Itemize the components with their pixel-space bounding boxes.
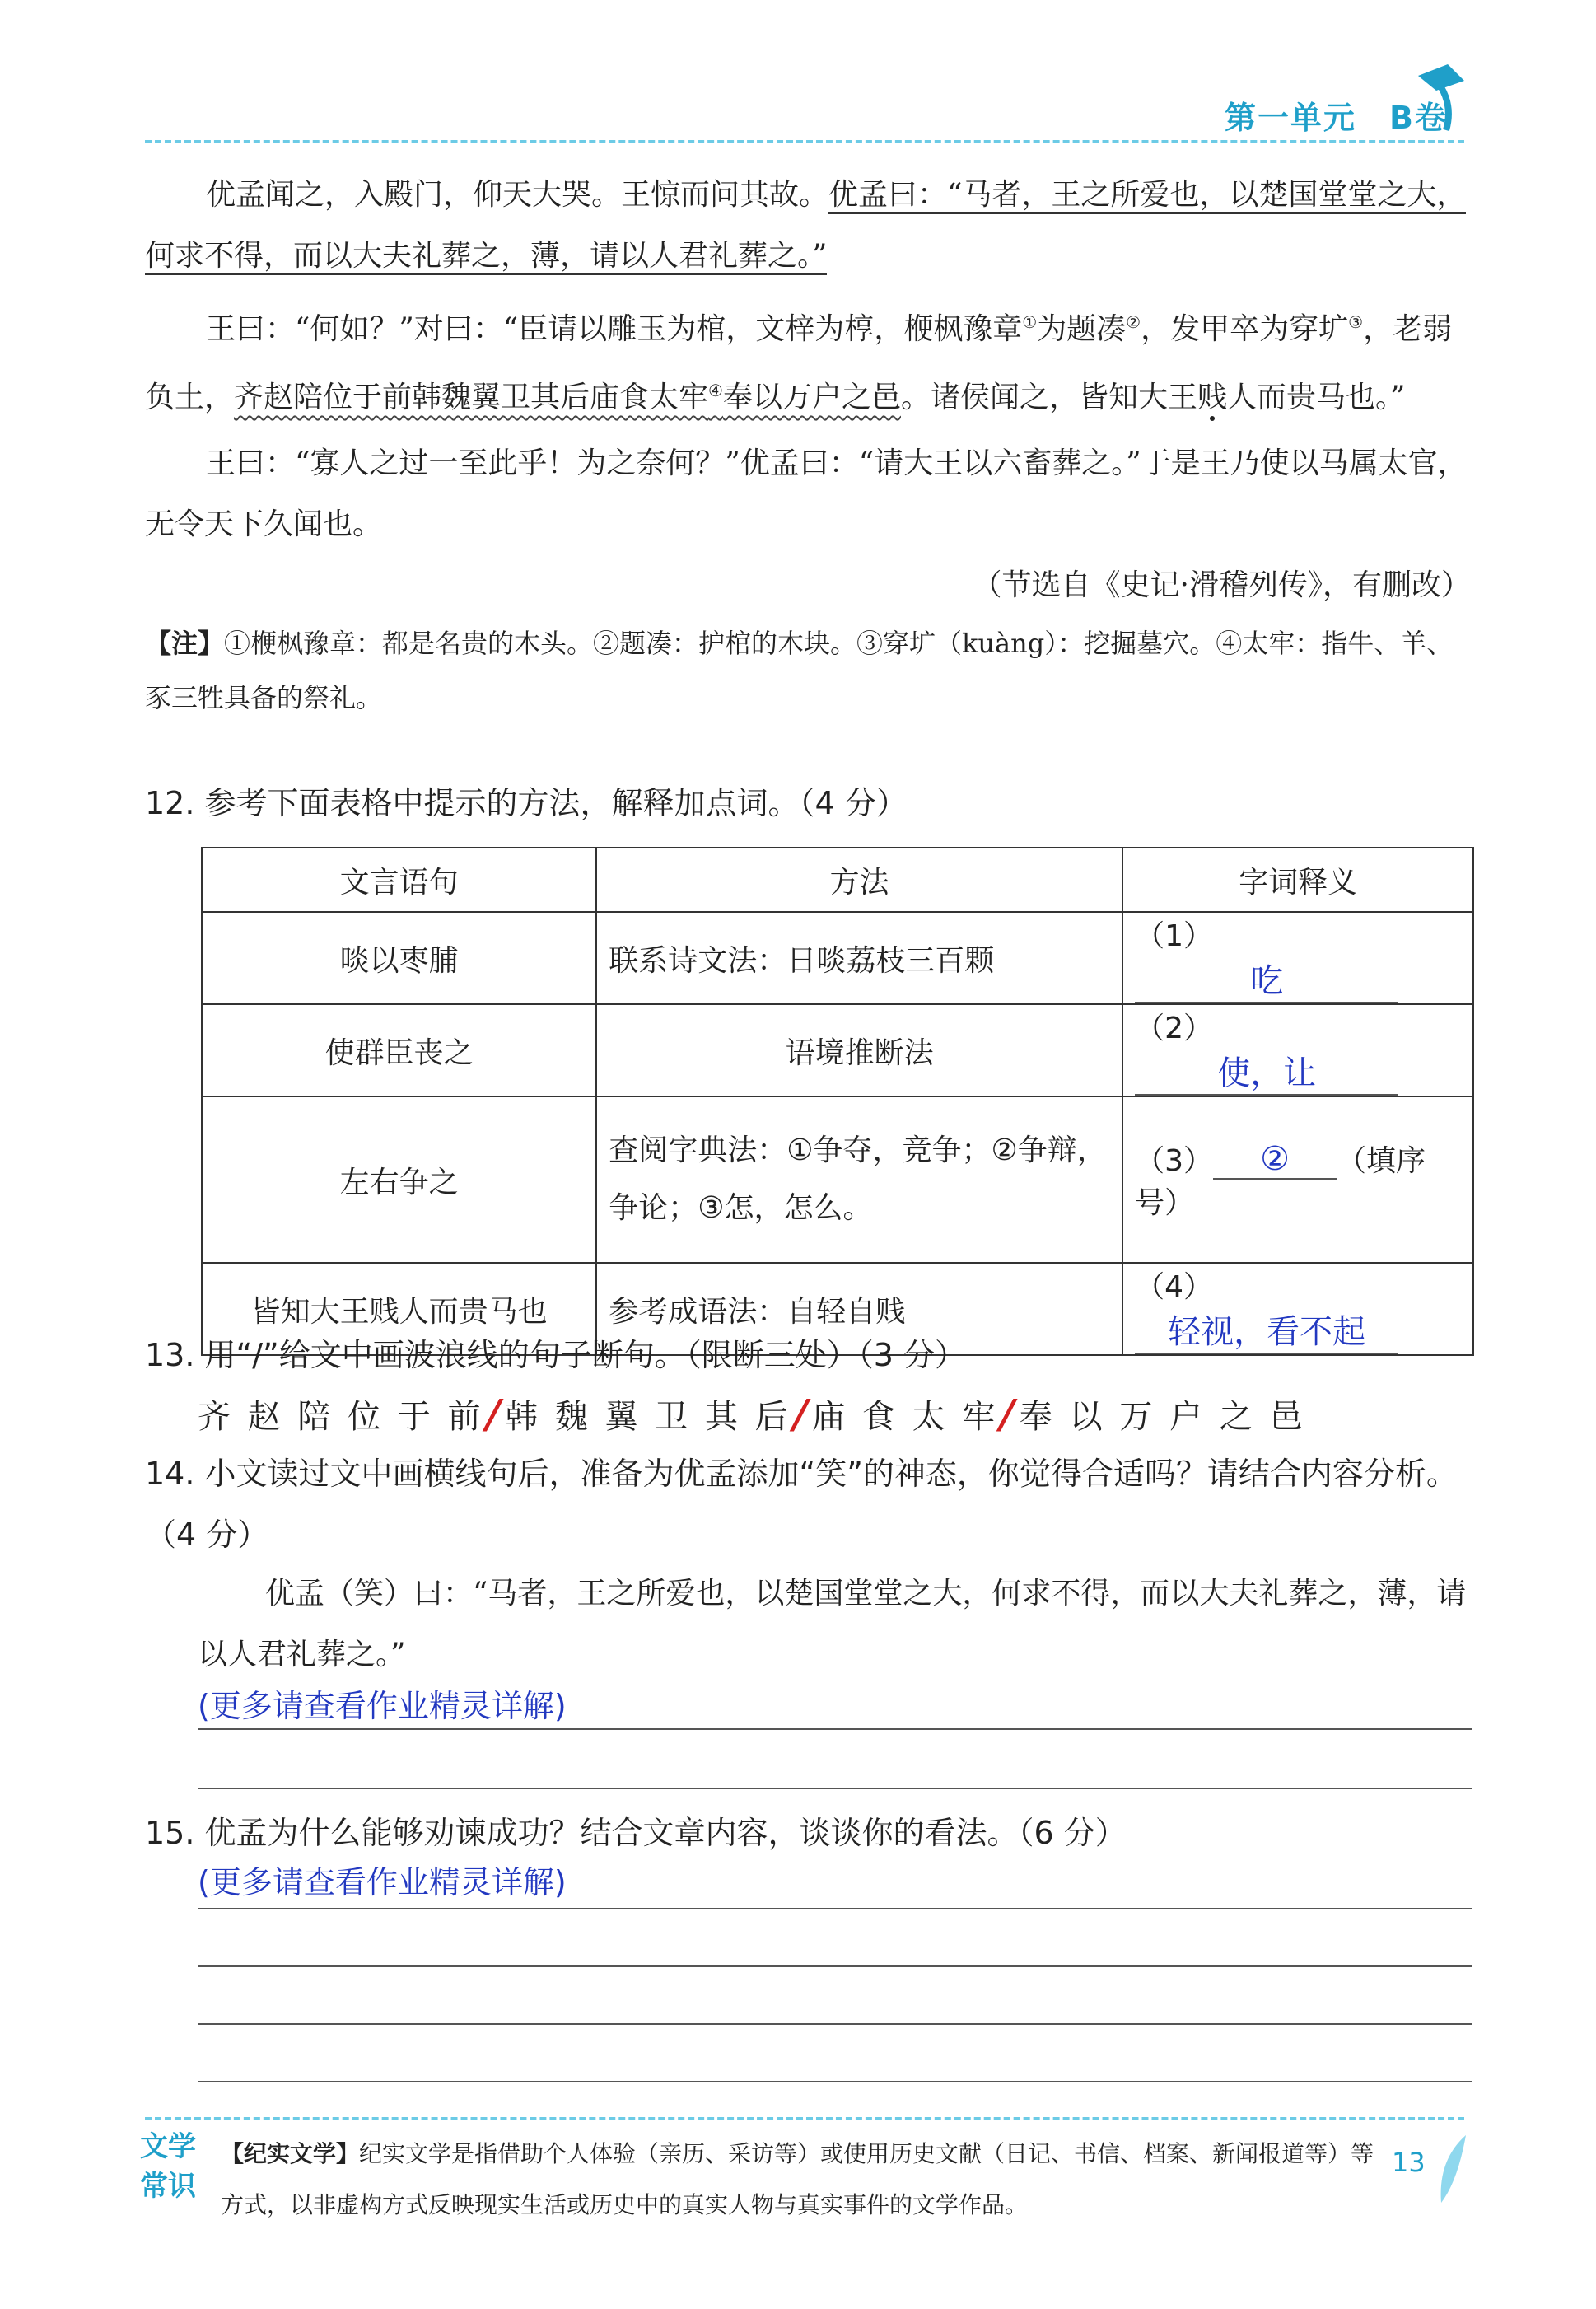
answer-num: （1） xyxy=(1135,919,1214,953)
break-slash: / xyxy=(787,1391,816,1437)
answer-cell xyxy=(1122,912,1473,1004)
sentence-cell: 使群臣丧之 xyxy=(202,1004,596,1096)
footer-divider xyxy=(145,2117,1464,2120)
header-cell: 字词释义 xyxy=(1122,848,1473,912)
para2-text-e: 。诸侯闻之，皆知大王 xyxy=(900,381,1197,414)
break-slash: / xyxy=(480,1391,509,1437)
answer-blank[interactable]: ② xyxy=(1213,1140,1337,1180)
answer-line xyxy=(198,1908,1472,1909)
note-text: ①楩枫豫章：都是名贵的木头。②题凑：护棺的木块。③穿圹（kuàng）：挖掘墓穴。④太牢：指牛、羊、豕三牲具备的祭礼。 xyxy=(145,628,1454,713)
q15-title: 15. 优孟为什么能够劝谏成功？结合文章内容，谈谈你的看法。（6 分） xyxy=(145,1815,1127,1851)
sentence-segment: 韩 魏 翼 卫 其 后 xyxy=(505,1398,791,1436)
sentence-cell: 啖以枣脯 xyxy=(202,912,596,1004)
answer-cell xyxy=(1122,1004,1473,1096)
note-mark-2: ② xyxy=(1126,312,1141,332)
para1-text: 优孟闻之，入殿门，仰天大哭。王惊而问其故。 xyxy=(206,178,829,212)
table-header-row xyxy=(202,848,1473,912)
note-mark-1: ① xyxy=(1022,312,1038,332)
header-divider xyxy=(145,140,1464,143)
underlined-sentence: 优孟曰：“马者，王之所爱也，以楚国堂堂之大，何求不得，而以大夫礼葬之，薄，请以人君礼葬之。” xyxy=(145,178,1466,275)
passage xyxy=(145,165,1471,725)
note-mark-3: ③ xyxy=(1348,312,1364,332)
wavy-part-b: 奉以万户之邑 xyxy=(722,381,901,414)
passage-para-1 xyxy=(145,165,1471,287)
para2-text-b: 为题凑 xyxy=(1037,312,1127,346)
note-mark-4: ④ xyxy=(708,381,723,400)
table-row xyxy=(202,1004,1473,1096)
wavy-sentence xyxy=(234,381,901,414)
para2-text-a: 王曰：“何如？”对曰：“臣请以雕玉为棺，文梓为椁，楩枫豫章 xyxy=(206,312,1023,346)
sentence-cell: 左右争之 xyxy=(202,1096,596,1263)
table-row xyxy=(202,1096,1473,1263)
passage-source: （节选自《史记·滑稽列传》，有删改） xyxy=(972,568,1471,602)
method-cell: 联系诗文法：日啖荔枝三百颗 xyxy=(596,912,1122,1004)
answer-blank[interactable]: 使，让 xyxy=(1135,1047,1398,1096)
q13-title: 13. 用“/”给文中画波浪线的句子断句。（限断三处）（3 分） xyxy=(145,1337,966,1373)
q14-quote: 优孟（笑）曰：“马者，王之所爱也，以楚国堂堂之大，何求不得，而以大夫礼葬之，薄，请以人君礼葬之。” xyxy=(198,1577,1467,1671)
answer-line xyxy=(198,1728,1472,1730)
answer-line xyxy=(198,2023,1472,2025)
answer-blank[interactable]: 轻视，看不起 xyxy=(1135,1306,1398,1354)
answer-num: （3） xyxy=(1135,1144,1214,1178)
method-cell: 查阅字典法：①争夺，竞争；②争辩，争论；③怎，怎么。 xyxy=(596,1096,1122,1263)
footer-note xyxy=(221,2129,1390,2231)
method-cell: 参考成语法：自轻自贱 xyxy=(596,1263,1122,1355)
para2-text-d: ，老弱负土， xyxy=(145,312,1453,414)
method-cell: 语境推断法 xyxy=(596,1004,1122,1096)
table-row xyxy=(202,912,1473,1004)
answer-num: （2） xyxy=(1135,1012,1214,1045)
q13-answer xyxy=(198,1386,1305,1446)
footer-side-label: 文学常识 xyxy=(140,2130,196,2203)
answer-line xyxy=(198,1788,1472,1789)
sentence-segment: 齐 赵 陪 位 于 前 xyxy=(198,1398,484,1436)
unit-title: 第一单元 B卷 xyxy=(1225,100,1448,136)
passage-para-2 xyxy=(145,292,1471,428)
footer-label: 【纪实文学】 xyxy=(221,2140,360,2167)
q12-title: 12. 参考下面表格中提示的方法，解释加点词。（4 分） xyxy=(145,785,908,821)
sentence-segment: 庙 食 太 牢 xyxy=(812,1398,999,1436)
answer-blank[interactable]: 吃 xyxy=(1135,955,1398,1003)
sentence-segment: 奉 以 万 户 之 邑 xyxy=(1019,1398,1306,1436)
answer-line xyxy=(198,2081,1472,2082)
passage-para-3: 王曰：“寡人之过一至此乎！为之奈何？”优孟曰：“请大王以六畜葬之。”于是王乃使以马属太官，无令天下久闻也。 xyxy=(145,446,1468,541)
wavy-part-a: 齐赵陪位于前韩魏翼卫其后庙食太牢 xyxy=(234,381,709,414)
answer-line xyxy=(198,1965,1472,1967)
note-label: 【注】 xyxy=(145,628,225,659)
para2-text-c: ，发甲卒为穿圹 xyxy=(1141,312,1349,346)
answer-num: （4） xyxy=(1135,1270,1214,1304)
header-cell: 文言语句 xyxy=(202,848,596,912)
answer-cell xyxy=(1122,1263,1473,1355)
para2-text-f: 人而贵马也。” xyxy=(1227,381,1406,414)
answer-suffix: （填序号） xyxy=(1135,1144,1426,1220)
q12-table xyxy=(201,847,1474,1356)
q15-more-link[interactable]: (更多请查看作业精灵详解) xyxy=(198,1864,567,1900)
page-number: 13 xyxy=(1392,2147,1426,2178)
q14-title: 14. 小文读过文中画横线句后，准备为优孟添加“笑”的神态，你觉得合适吗？请结合内容分析。（4 分） xyxy=(145,1456,1458,1553)
dotted-char: 贱 xyxy=(1197,381,1228,414)
break-slash: / xyxy=(995,1391,1023,1437)
answer-cell xyxy=(1122,1096,1473,1263)
q14-more-link[interactable]: (更多请查看作业精灵详解) xyxy=(198,1688,567,1724)
note-block xyxy=(145,616,1471,725)
feather-icon xyxy=(1433,2132,1469,2206)
graduation-cap-icon xyxy=(1416,59,1466,133)
footer-body: 纪实文学是指借助个人体验（亲历、采访等）或使用历史文献（日记、书信、档案、新闻报道等）等方式，以非虚构方式反映现实生活或历史中的真实人物与真实事件的文学作品。 xyxy=(221,2140,1374,2218)
sentence-cell: 皆知大王贱人而贵马也 xyxy=(202,1263,596,1355)
header-cell: 方法 xyxy=(596,848,1122,912)
